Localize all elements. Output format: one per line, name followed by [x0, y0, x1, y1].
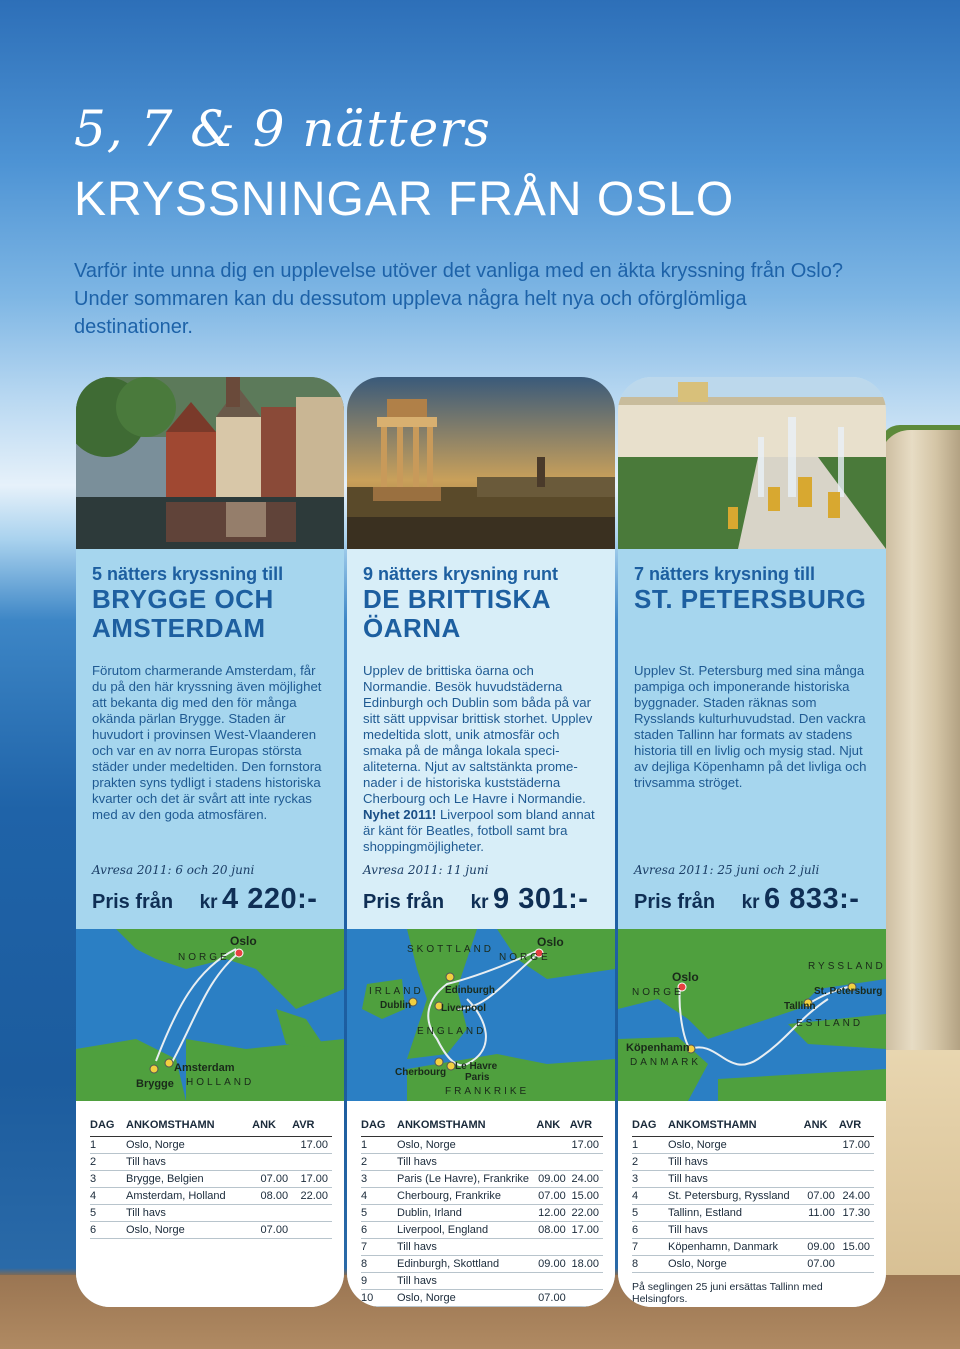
table-cell: 18.00 — [570, 1256, 603, 1273]
table-cell — [292, 1154, 332, 1171]
map-label: Oslo — [230, 934, 257, 948]
map-label: Köpenhamn — [626, 1042, 690, 1054]
map-label: Liverpool — [441, 1003, 487, 1014]
table-cell: 22.00 — [292, 1188, 332, 1205]
table-cell: 1 — [361, 1137, 397, 1154]
table-cell: Dublin, Irland — [397, 1205, 536, 1222]
table-cell — [252, 1137, 292, 1154]
cruise-description: Förutom charmerande Amsterdam, får du på den här kryssning även möjlighet att bekanta dig med den för många okända pärlan Brygge. Staden är huvudort i provinsen West-Vlaanderen och var en av norra Europas största städer under medeltiden. Den fornstora prakten syns tydligt i stadens historiska kvarter och det är svårt att inte ryckas med av den goda atmosfären. — [92, 663, 322, 822]
table-cell — [570, 1290, 603, 1307]
table-row — [361, 1256, 603, 1273]
cruise-description — [363, 663, 599, 855]
itinerary — [618, 1101, 886, 1307]
map-label: Oslo — [537, 935, 564, 949]
table-cell: Tallinn, Estland — [668, 1205, 804, 1222]
page-title: KRYSSNINGAR FRÅN OSLO — [74, 173, 735, 226]
news-highlight: Nyhet 2011! — [363, 807, 437, 822]
col-header: ANK — [252, 1119, 292, 1137]
table-cell: 5 — [90, 1205, 126, 1222]
price — [92, 883, 317, 916]
table-cell: 6 — [632, 1222, 668, 1239]
table-cell: 1 — [90, 1137, 126, 1154]
table-cell: Till havs — [668, 1154, 804, 1171]
table-cell: 12.00 — [536, 1205, 569, 1222]
table-cell — [839, 1256, 874, 1273]
table-row — [361, 1290, 603, 1307]
table-cell: Till havs — [397, 1154, 536, 1171]
table-cell: Till havs — [668, 1222, 804, 1239]
map-label: ENGLAND — [417, 1026, 487, 1037]
map-label: Le Havre — [455, 1061, 498, 1072]
table-row — [632, 1256, 874, 1273]
cruise-panel-brittiska-oarna — [347, 377, 615, 1307]
price-currency: kr — [470, 892, 489, 913]
map-label: ESTLAND — [796, 1018, 864, 1029]
table-cell: Oslo, Norge — [126, 1222, 252, 1239]
table-cell: Cherbourg, Frankrike — [397, 1188, 536, 1205]
table-cell: Oslo, Norge — [126, 1137, 252, 1154]
map-label: Edinburgh — [445, 985, 495, 996]
map-label: NORGE — [499, 952, 551, 963]
col-header: DAG — [90, 1119, 126, 1137]
map-label: Amsterdam — [174, 1062, 235, 1074]
table-cell: Oslo, Norge — [668, 1137, 804, 1154]
table-cell: 7 — [361, 1239, 397, 1256]
table-cell — [536, 1137, 569, 1154]
table-cell: 7 — [632, 1239, 668, 1256]
price-value: 4 220:- — [222, 883, 318, 915]
table-row — [361, 1154, 603, 1171]
table-row — [90, 1171, 332, 1188]
table-cell: 2 — [632, 1154, 668, 1171]
table-cell: Köpenhamn, Danmark — [668, 1239, 804, 1256]
table-cell — [292, 1222, 332, 1239]
table-cell: 17.30 — [839, 1205, 874, 1222]
table-cell — [536, 1239, 569, 1256]
table-cell: 9 — [361, 1273, 397, 1290]
table-cell: 22.00 — [570, 1205, 603, 1222]
table-cell: 2 — [90, 1154, 126, 1171]
table-cell: 4 — [632, 1188, 668, 1205]
cruise-description: Upplev St. Petersburg med sina många pampiga och imponerande historiska byggnader. Staden räknas som Rysslands kulturhuvudstad. Den vackra staden Tallinn har formats av stadens historia till en livlig och mysig stad. Njut av dejliga Köpenhamn på det livliga och trivsamma ströget. — [634, 663, 867, 790]
table-cell: St. Petersburg, Ryssland — [668, 1188, 804, 1205]
table-cell — [804, 1171, 839, 1188]
cruise-title-small: 5 nätters kryssning till — [92, 564, 284, 584]
table-cell: 8 — [361, 1256, 397, 1273]
cruise-title-small: 9 nätters krysning runt — [363, 564, 559, 584]
col-header: ANKOMSTHAMN — [397, 1119, 536, 1137]
price-label: Pris från — [363, 891, 445, 913]
table-cell: 24.00 — [570, 1171, 603, 1188]
table-cell: 07.00 — [536, 1290, 569, 1307]
table-row — [632, 1188, 874, 1205]
map-label: Brygge — [136, 1078, 174, 1090]
table-cell — [292, 1205, 332, 1222]
map-label: SKOTTLAND — [407, 944, 495, 955]
route-map — [618, 929, 886, 1101]
page-header — [74, 100, 894, 341]
col-header: AVR — [839, 1119, 874, 1137]
intro-text: Varför inte unna dig en upplevelse utöver det vanliga med en äkta kryssning från Oslo? Under sommaren kan du dessutom uppleva några helt nya och oförglömliga destinationer. — [74, 260, 843, 338]
table-cell — [839, 1171, 874, 1188]
table-cell: 2 — [361, 1154, 397, 1171]
itinerary-table — [361, 1119, 603, 1307]
table-cell — [804, 1154, 839, 1171]
table-cell: Brygge, Belgien — [126, 1171, 252, 1188]
price — [634, 883, 859, 916]
table-cell: 4 — [361, 1188, 397, 1205]
table-cell: Paris (Le Havre), Frankrike — [397, 1171, 536, 1188]
price-label: Pris från — [92, 891, 174, 913]
map-label: Tallinn — [784, 1001, 816, 1012]
table-cell — [252, 1154, 292, 1171]
itinerary-note: På seglingen 25 juni ersättas Tallinn med Helsingfors. — [632, 1281, 823, 1305]
cruise-title: DE BRITTISKA ÖARNA — [363, 584, 551, 643]
table-row — [361, 1205, 603, 1222]
departure-dates: Avresa 2011: 25 juni och 2 juli — [634, 863, 820, 877]
table-cell: 15.00 — [839, 1239, 874, 1256]
col-header: DAG — [632, 1119, 668, 1137]
map-label: Dublin — [380, 1000, 412, 1011]
table-row — [361, 1273, 603, 1290]
itinerary — [347, 1101, 615, 1307]
map-label: NORGE — [178, 952, 230, 963]
table-cell: Edinburgh, Skottland — [397, 1256, 536, 1273]
table-cell: 07.00 — [252, 1222, 292, 1239]
table-row — [632, 1154, 874, 1171]
table-cell: 07.00 — [252, 1171, 292, 1188]
route-map — [76, 929, 344, 1101]
table-cell: Amsterdam, Holland — [126, 1188, 252, 1205]
table-cell — [804, 1222, 839, 1239]
table-cell: Till havs — [397, 1239, 536, 1256]
table-row — [90, 1154, 332, 1171]
table-cell: 07.00 — [804, 1256, 839, 1273]
table-cell — [570, 1154, 603, 1171]
table-row — [361, 1239, 603, 1256]
table-cell — [252, 1205, 292, 1222]
table-cell: Oslo, Norge — [397, 1137, 536, 1154]
table-cell: 6 — [361, 1222, 397, 1239]
table-cell: Till havs — [126, 1205, 252, 1222]
departure-dates: Avresa 2011: 6 och 20 juni — [92, 863, 255, 877]
itinerary-table — [632, 1119, 874, 1273]
table-row — [632, 1239, 874, 1256]
table-cell: Liverpool, England — [397, 1222, 536, 1239]
description-text: Liverpool som bland annat är känt för Beatles, fotboll samt bra shoppingmöjligheter. — [363, 807, 595, 854]
table-cell: 5 — [632, 1205, 668, 1222]
itinerary — [76, 1101, 344, 1307]
table-cell: Till havs — [126, 1154, 252, 1171]
table-cell — [839, 1222, 874, 1239]
table-cell: Till havs — [397, 1273, 536, 1290]
table-cell — [570, 1239, 603, 1256]
map-label: HOLLAND — [186, 1077, 255, 1088]
map-label: FRANKRIKE — [445, 1086, 530, 1097]
bruges-canal-photo — [76, 377, 344, 549]
background-cliff — [880, 430, 960, 1130]
map-label: RYSSLAND — [808, 961, 886, 972]
col-header: ANKOMSTHAMN — [126, 1119, 252, 1137]
col-header: ANK — [536, 1119, 569, 1137]
itinerary-table — [90, 1119, 332, 1239]
table-row — [361, 1137, 603, 1154]
table-row — [361, 1188, 603, 1205]
table-cell: 09.00 — [536, 1171, 569, 1188]
col-header: ANK — [804, 1119, 839, 1137]
table-row — [90, 1137, 332, 1154]
table-cell — [570, 1273, 603, 1290]
table-cell: 24.00 — [839, 1188, 874, 1205]
table-cell: 08.00 — [252, 1188, 292, 1205]
cruise-title-small: 7 nätters krysning till — [634, 564, 816, 584]
table-cell: 17.00 — [839, 1137, 874, 1154]
map-label: Oslo — [672, 970, 699, 984]
page-subtitle: 5, 7 & 9 nätters — [74, 100, 491, 158]
table-cell: Till havs — [668, 1171, 804, 1188]
table-cell — [804, 1137, 839, 1154]
table-cell: 10 — [361, 1290, 397, 1307]
map-label: Cherbourg — [395, 1067, 447, 1078]
table-cell — [536, 1273, 569, 1290]
map-label: Paris — [465, 1072, 490, 1083]
table-row — [361, 1171, 603, 1188]
col-header: AVR — [292, 1119, 332, 1137]
col-header: ANKOMSTHAMN — [668, 1119, 804, 1137]
cruise-panel-brygge-amsterdam — [76, 377, 344, 1307]
price-value: 9 301:- — [493, 883, 589, 915]
table-cell — [839, 1154, 874, 1171]
table-row — [90, 1222, 332, 1239]
table-cell: 5 — [361, 1205, 397, 1222]
price-currency: kr — [199, 892, 218, 913]
description-text: Upplev de brittiska öarna och Normandie. Besök huvudstäderna Edinburgh och Dublin som båda på var sitt sätt uppvisar brittisk storhet. Upplev medeltida slott, unik atmosfär och smaka på de många lokala specialiteterna. Njut av saltstänkta promenader i de historiska kuststäderna Cherbourg och Le Havre i Normandie. — [363, 663, 593, 806]
table-row — [632, 1137, 874, 1154]
map-label: NORGE — [632, 987, 684, 998]
table-cell: 1 — [632, 1137, 668, 1154]
price-currency: kr — [741, 892, 760, 913]
table-cell: 3 — [632, 1171, 668, 1188]
table-cell: 8 — [632, 1256, 668, 1273]
table-cell: 3 — [361, 1171, 397, 1188]
table-row — [361, 1222, 603, 1239]
departure-dates: Avresa 2011: 11 juni — [363, 863, 489, 877]
route-map — [347, 929, 615, 1101]
table-cell — [536, 1154, 569, 1171]
table-cell: 07.00 — [536, 1188, 569, 1205]
table-cell: 3 — [90, 1171, 126, 1188]
table-cell: Oslo, Norge — [668, 1256, 804, 1273]
table-cell: 08.00 — [536, 1222, 569, 1239]
price-value: 6 833:- — [764, 883, 860, 915]
map-label: IRLAND — [369, 986, 424, 997]
peterhof-photo — [618, 377, 886, 549]
table-row — [90, 1188, 332, 1205]
table-cell: 17.00 — [570, 1137, 603, 1154]
table-row — [90, 1205, 332, 1222]
edinburgh-photo — [347, 377, 615, 549]
table-cell: 15.00 — [570, 1188, 603, 1205]
table-cell: 07.00 — [804, 1188, 839, 1205]
table-cell: 09.00 — [536, 1256, 569, 1273]
table-cell: 17.00 — [292, 1137, 332, 1154]
col-header: AVR — [570, 1119, 603, 1137]
table-cell: 4 — [90, 1188, 126, 1205]
price — [363, 883, 588, 916]
cruise-title: ST. PETERSBURG — [634, 584, 867, 614]
map-label: St. Petersburg — [814, 986, 883, 997]
price-label: Pris från — [634, 891, 716, 913]
table-cell: 17.00 — [570, 1222, 603, 1239]
table-row — [632, 1205, 874, 1222]
table-cell: 6 — [90, 1222, 126, 1239]
map-label: DANMARK — [630, 1057, 702, 1068]
table-row — [632, 1222, 874, 1239]
table-row — [632, 1171, 874, 1188]
table-cell: 09.00 — [804, 1239, 839, 1256]
col-header: DAG — [361, 1119, 397, 1137]
table-cell: 11.00 — [804, 1205, 839, 1222]
table-cell: Oslo, Norge — [397, 1290, 536, 1307]
cruise-title: BRYGGE OCH AMSTERDAM — [92, 584, 274, 643]
table-cell: 17.00 — [292, 1171, 332, 1188]
cruise-panel-st-petersburg — [618, 377, 886, 1307]
